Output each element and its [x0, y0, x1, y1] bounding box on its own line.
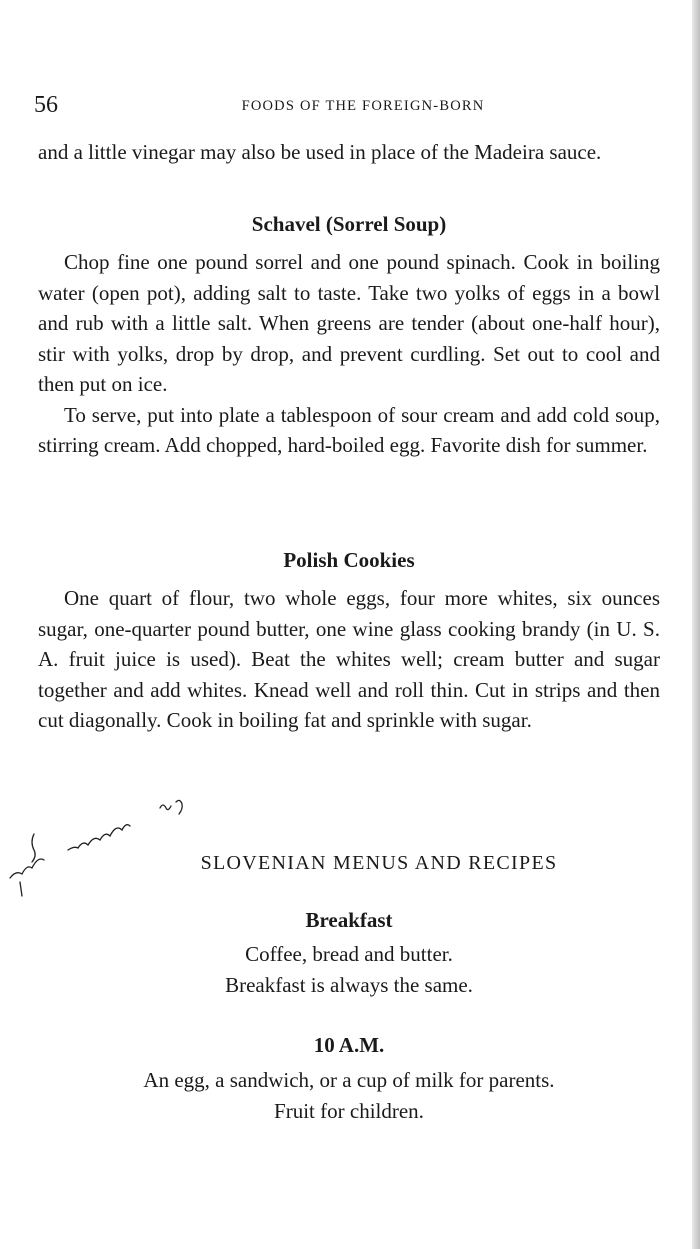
- ten-am-heading: 10 A.M.: [313, 1033, 385, 1057]
- polish-cookies-body: [38, 583, 660, 736]
- breakfast-line-2: Breakfast is always the same.: [225, 973, 473, 997]
- intro-paragraph: [38, 137, 660, 168]
- page-header: [34, 92, 662, 122]
- schavel-paragraph-2: To serve, put into plate a tablespoon of sour cream and add cold soup, stirring cream. Add chopped, hard-boiled egg. Favorite dish for summer.: [38, 402, 660, 457]
- page-number: 56: [34, 92, 58, 118]
- ten-am-line-2: Fruit for children.: [274, 1099, 424, 1123]
- schavel-heading: Schavel (Sorrel Soup): [251, 212, 447, 236]
- polish-cookies-paragraph: One quart of flour, two whole eggs, four more whites, six ounces sugar, one-quarter pound butter, one wine glass cooking brandy (in U. S. A. fruit juice is used). Beat the whites well; cream butter and sugar together and add whites. Knead well and roll thin. Cut in strips and then cut diagonally. Cook in boiling fat and sprinkle with sugar.: [38, 586, 660, 732]
- page-edge-shadow: [692, 0, 700, 1249]
- intro-text: and a little vinegar may also be used in place of the Madeira sauce.: [38, 140, 602, 164]
- schavel-body: [38, 247, 660, 461]
- breakfast-heading: Breakfast: [305, 908, 393, 932]
- handwritten-marginalia: [0, 790, 210, 900]
- ten-am-line-1: An egg, a sandwich, or a cup of milk for parents.: [143, 1068, 555, 1092]
- running-head: FOODS OF THE FOREIGN-BORN: [241, 98, 485, 114]
- polish-cookies-heading: Polish Cookies: [283, 548, 415, 572]
- breakfast-line-1: Coffee, bread and butter.: [245, 942, 453, 966]
- schavel-paragraph-1: Chop fine one pound sorrel and one pound spinach. Cook in boiling water (open pot), adding salt to taste. Take two yolks of eggs in a bowl and rub with a little salt. When greens are tender (about one-half hour), stir with yolks, drop by drop, and prevent curdling. Set out to cool and then put on ice.: [38, 250, 660, 396]
- slovenian-section-heading: SLOVENIAN MENUS AND RECIPES: [200, 852, 558, 874]
